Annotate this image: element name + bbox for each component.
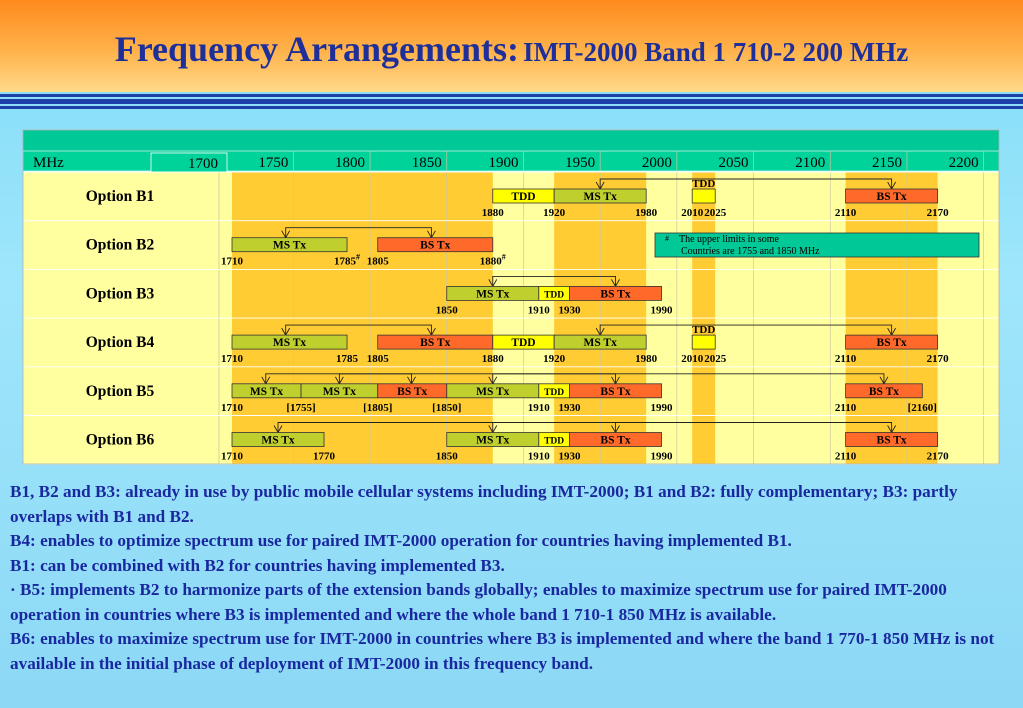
footnote-mark: # [665, 234, 669, 243]
scale-label-1950: 1950 [565, 155, 596, 171]
unit-label: MHz [33, 155, 64, 171]
band-label: TDD [511, 337, 536, 350]
band-label: TDD [544, 387, 565, 398]
scale-label-2100: 2100 [795, 155, 826, 171]
freq-tick-label: 1785 [336, 353, 359, 366]
band-label: TDD [544, 436, 565, 447]
freq-tick-label: 1770 [313, 450, 336, 463]
band-label: MS Tx [583, 191, 617, 203]
note-b1-combination: B1: can be combined with B2 for countries having implemented B3. [10, 555, 505, 575]
freq-tick-label: 1805 [366, 255, 389, 268]
band-label: MS Tx [583, 337, 617, 350]
footnote-line-1: The upper limits in some [679, 234, 779, 245]
freq-tick-label: 1850 [435, 304, 458, 317]
freq-tick-label: 2110 [834, 207, 857, 219]
scale-label-2150: 2150 [871, 155, 902, 171]
scale-label-2200: 2200 [948, 155, 979, 171]
band-label: MS Tx [272, 337, 307, 350]
note-b4: B4: enables to optimize spectrum use for paired IMT-2000 operation for countries having implemented B1. [10, 531, 792, 550]
band-label: BS Tx [868, 385, 900, 398]
band-label: MS Tx [322, 385, 357, 398]
freq-tick-label: 1990 [650, 450, 673, 463]
freq-tick-label: 1910 [527, 304, 550, 317]
scale-label-1800: 1800 [335, 155, 366, 171]
note-b1-b2-b3: B1, B2 and B3: already in use by public mobile cellular systems including IMT-2000; B1 and B2: fully complementary; B3: partly overlaps with B1 and B2. [10, 482, 958, 526]
option-label-b4: Option B4 [85, 334, 155, 352]
freq-tick-label: 2025 [704, 207, 727, 219]
freq-tick-label: 2010 [681, 207, 704, 219]
freq-tick-label: 2110 [834, 353, 857, 366]
note-b5: · B5: implements B2 to harmonize parts of the extension bands globally; enables to maximize spectrum use for paired IMT-2000 operation in countries where B3 is implemented and where the whole band 1 710-1 850 MHz is available. [10, 580, 947, 624]
band-label: MS Tx [272, 239, 307, 252]
freq-tick-label: 1710 [221, 401, 243, 414]
freq-tick-label: 1880 [481, 207, 504, 219]
scale-label-1850: 1850 [411, 155, 442, 171]
freq-tick-label: [2160] [907, 401, 937, 414]
diagram-header-bar [23, 130, 999, 151]
band-label: MS Tx [476, 434, 510, 447]
scale-label-2050: 2050 [718, 155, 749, 171]
footnote-mark: # [356, 252, 361, 262]
freq-tick-label: 1930 [558, 450, 581, 463]
option-label-b6: Option B6 [85, 431, 155, 449]
band-label: MS Tx [249, 385, 284, 398]
band-label: MS Tx [261, 434, 295, 447]
freq-tick-label: 1710 [221, 353, 243, 366]
footnote-line-2: Countries are 1755 and 1850 MHz [681, 246, 820, 257]
freq-tick-label: 1805 [366, 353, 389, 366]
freq-tick-label: 1920 [543, 353, 566, 366]
freq-tick-label: 2170 [926, 450, 949, 463]
band-label-above: TDD [692, 324, 716, 337]
freq-tick-label: 1980 [635, 207, 658, 219]
scale-label-1700: 1700 [188, 156, 218, 172]
freq-tick-label: 1980 [635, 353, 658, 366]
band-label: TDD [544, 290, 565, 301]
freq-tick-label: 1910 [527, 401, 550, 414]
band-label: BS Tx [876, 434, 907, 447]
freq-tick-label: 1930 [558, 304, 581, 317]
band-label: BS Tx [600, 385, 631, 398]
notes-block [10, 480, 1018, 676]
freq-tick-label: 1990 [650, 304, 673, 317]
band-label-above: TDD [692, 178, 716, 190]
freq-tick-label: 1710 [221, 450, 243, 463]
freq-tick-label: 1930 [558, 401, 581, 414]
freq-tick-label: 1880# [479, 252, 506, 268]
freq-tick-label: 2025 [704, 353, 727, 366]
band-label: BS Tx [420, 239, 451, 252]
band-label: BS Tx [876, 191, 907, 203]
band-label: TDD [511, 191, 536, 203]
band-tdd-2010-2025 [692, 189, 715, 203]
footnote-mark: # [501, 252, 506, 262]
band-label: MS Tx [476, 288, 510, 301]
option-label-b5: Option B5 [85, 382, 155, 400]
freq-tick-label: 1880 [481, 353, 504, 366]
freq-tick-label: 1785# [334, 252, 361, 268]
option-label-b3: Option B3 [85, 285, 155, 303]
scale-label-2000: 2000 [641, 155, 672, 171]
title-sub: IMT-2000 Band 1 710-2 200 MHz [523, 37, 909, 67]
band-label: BS Tx [600, 434, 631, 447]
freq-tick-label: [1755] [286, 401, 316, 414]
freq-tick-label: [1850] [432, 401, 462, 414]
freq-tick-label: 1910 [527, 450, 550, 463]
freq-tick-label: 2010 [681, 353, 704, 366]
freq-tick-label: 2170 [926, 207, 949, 219]
option-label-b2: Option B2 [85, 236, 155, 254]
scale-label-1750: 1750 [258, 155, 289, 171]
band-label: BS Tx [876, 337, 907, 350]
note-b6: B6: enables to maximize spectrum use for IMT-2000 in countries where B3 is implemented and where the band 1 770-1 850 MHz is not available in the initial phase of deployment of IMT-2000 in this frequency band. [10, 629, 995, 673]
band-label: BS Tx [420, 337, 451, 350]
freq-tick-label: 1850 [435, 450, 458, 463]
freq-tick-label: 1710 [221, 255, 243, 268]
freq-tick-label: 2110 [834, 450, 857, 463]
band-label: BS Tx [600, 288, 631, 301]
freq-tick-label: 2170 [926, 353, 949, 366]
freq-tick-label: [1805] [363, 401, 393, 414]
scale-label-1900: 1900 [488, 155, 519, 171]
title-main: Frequency Arrangements: [114, 29, 519, 69]
freq-tick-label: 1920 [543, 207, 566, 219]
freq-tick-label: 2110 [834, 401, 857, 414]
band-label: MS Tx [476, 385, 510, 398]
band-label: BS Tx [397, 385, 428, 398]
freq-tick-label: 1990 [650, 401, 673, 414]
option-label-b1: Option B1 [85, 188, 155, 205]
band-tdd-2010-2025 [692, 335, 715, 349]
